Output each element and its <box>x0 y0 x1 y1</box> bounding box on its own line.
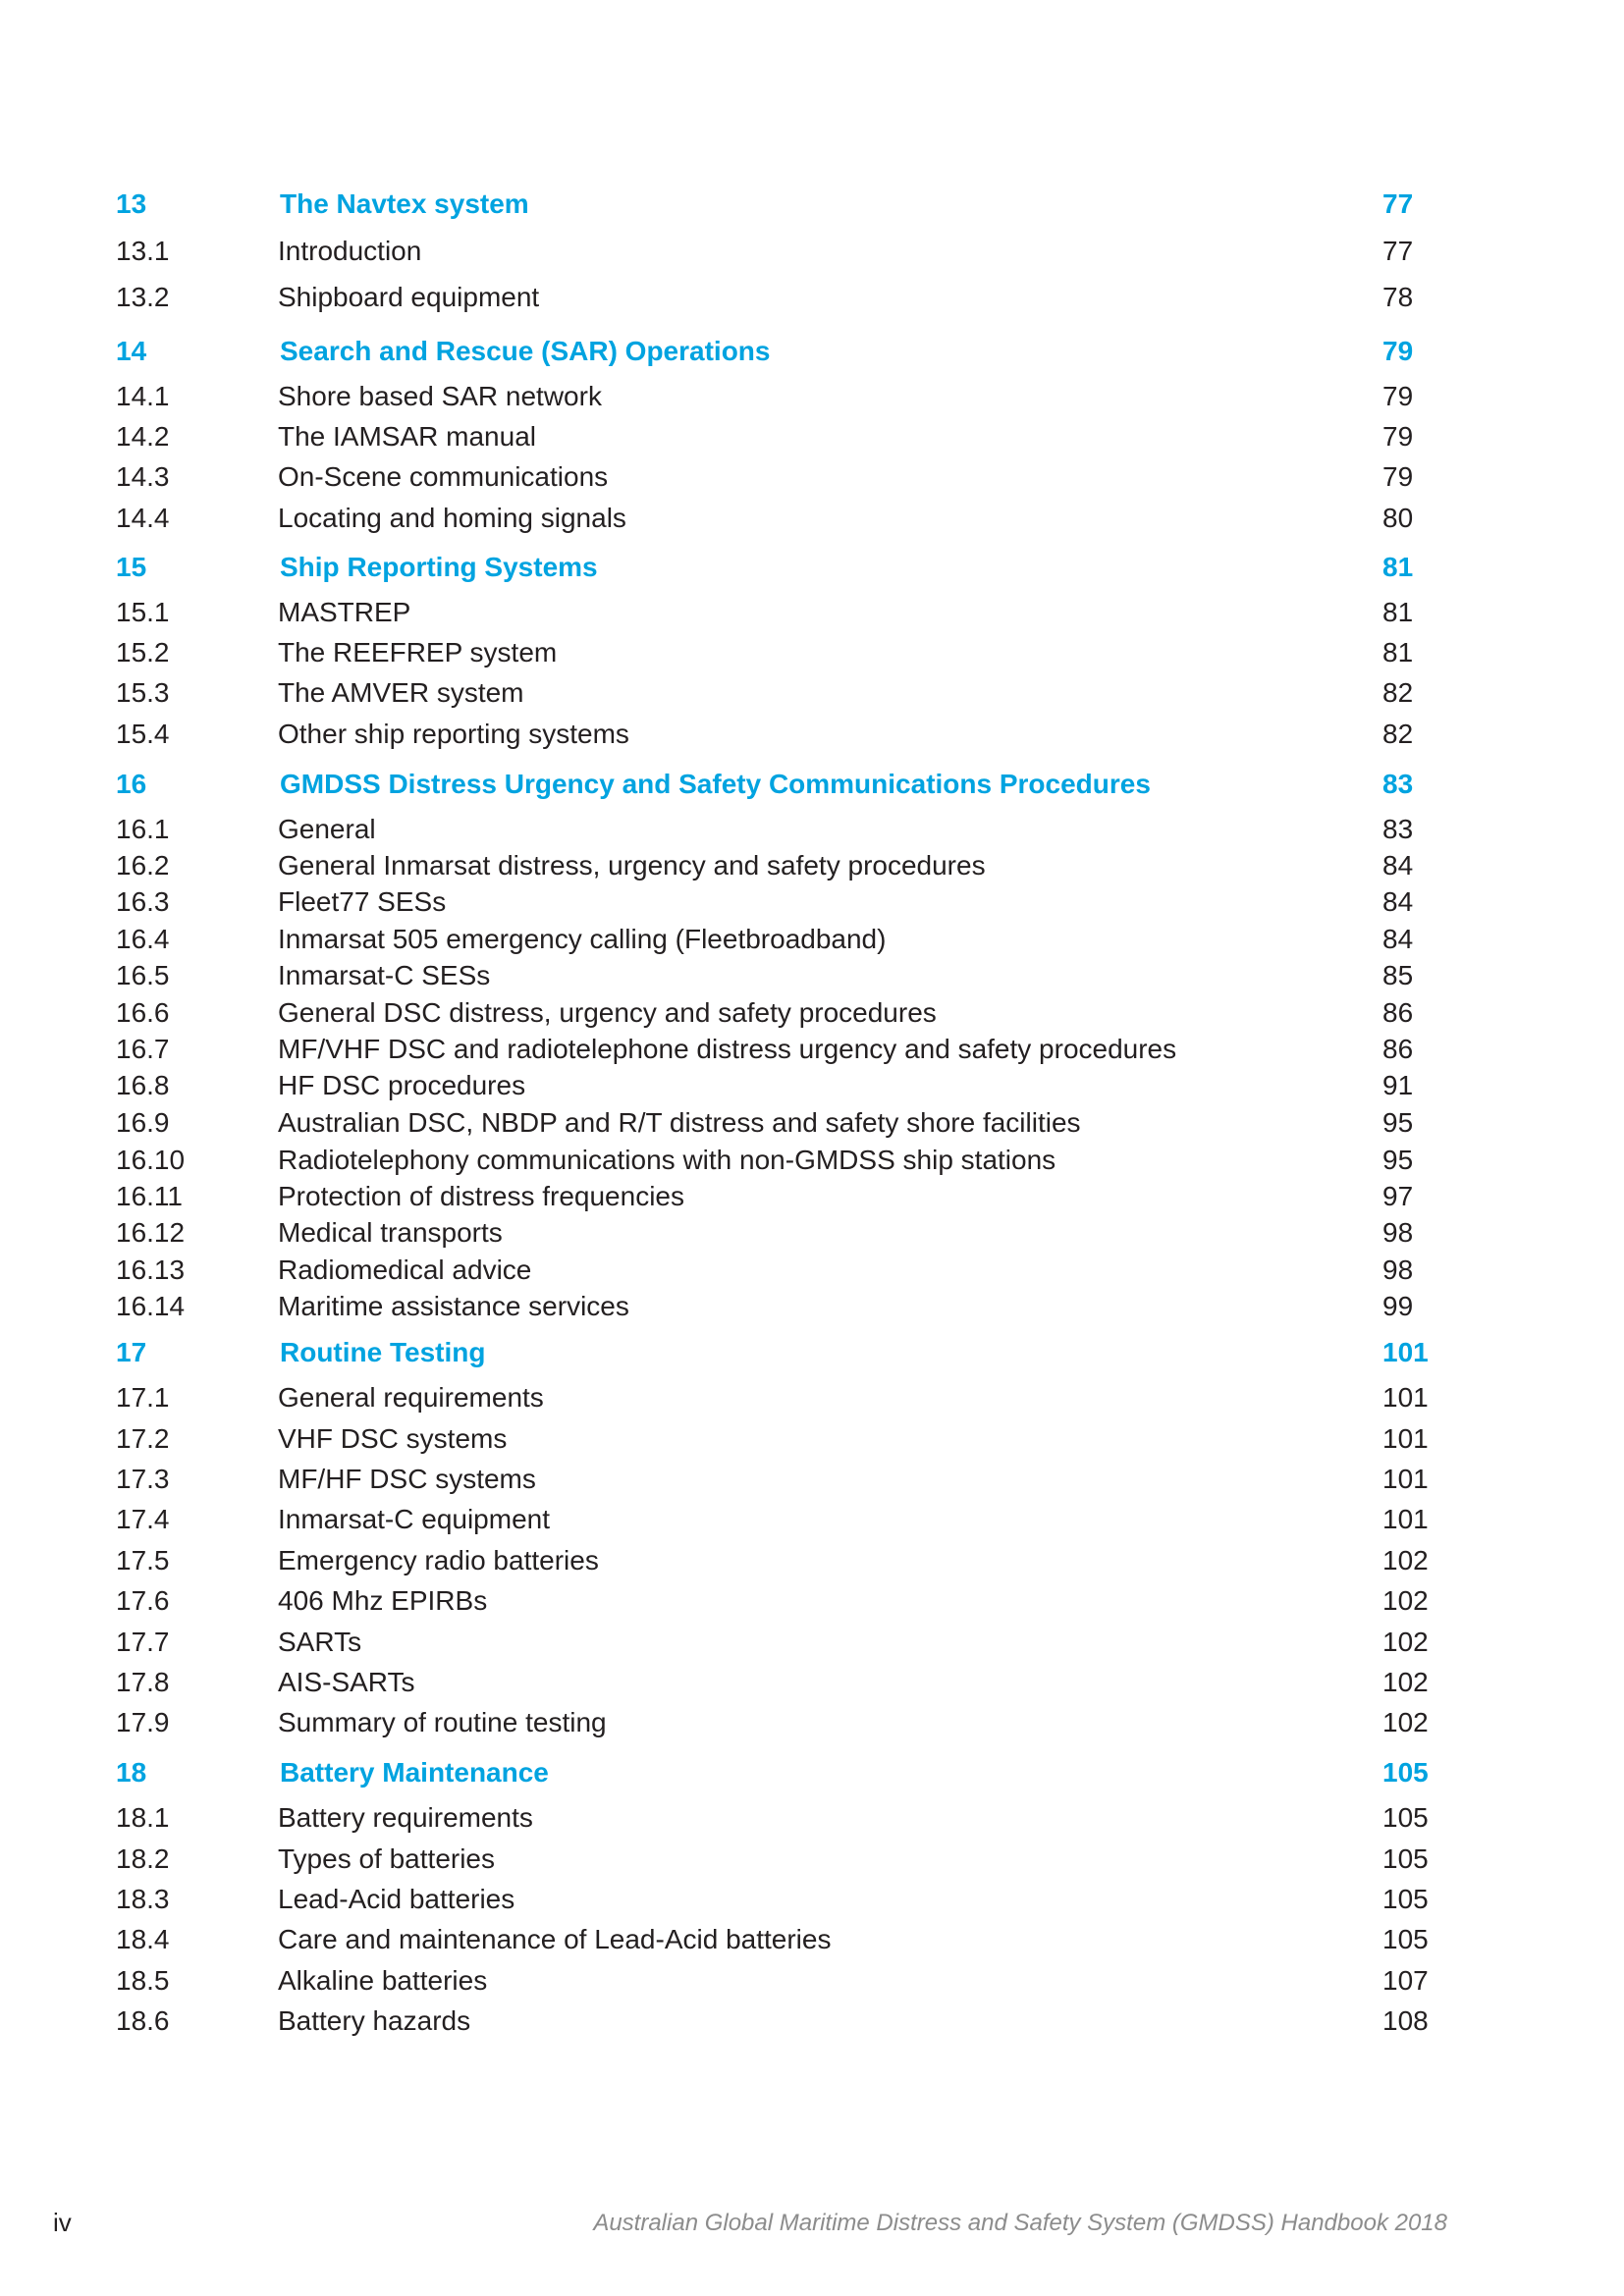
toc-page-number: 102 <box>1382 1585 1429 1616</box>
toc-number: 14 <box>116 336 147 366</box>
toc-entry-title: SARTs <box>278 1627 362 1657</box>
toc-entry-title: Protection of distress frequencies <box>278 1181 684 1211</box>
toc-entry-title: Inmarsat 505 emergency calling (Fleetbroadband) <box>278 924 887 954</box>
toc-entry-title: Medical transports <box>278 1217 503 1248</box>
toc-entry-title: MF/HF DSC systems <box>278 1464 536 1494</box>
toc-entry-title: AIS-SARTs <box>278 1667 415 1697</box>
toc-entry-title: Emergency radio batteries <box>278 1545 599 1575</box>
toc-page-number: 80 <box>1382 503 1414 533</box>
toc-section-row[interactable] <box>0 1333 1624 1372</box>
toc-entry-title: Australian DSC, NBDP and R/T distress and safety shore facilities <box>278 1107 1081 1138</box>
toc-entry-row[interactable] <box>0 1103 1624 1143</box>
toc-entry-title: VHF DSC systems <box>278 1423 508 1454</box>
toc-number: 16.4 <box>116 924 170 954</box>
toc-entry-title: Inmarsat-C equipment <box>278 1504 551 1534</box>
toc-entry-title: Radiomedical advice <box>278 1255 532 1285</box>
toc-page-number: 107 <box>1382 1965 1429 1996</box>
toc-number: 16.9 <box>116 1107 170 1138</box>
toc-page-number: 102 <box>1382 1707 1429 1737</box>
toc-number: 18.1 <box>116 1802 170 1833</box>
toc-number: 18.2 <box>116 1843 170 1874</box>
toc-number: 16.13 <box>116 1255 186 1285</box>
toc-entry-row[interactable] <box>0 1213 1624 1253</box>
toc-entry-row[interactable] <box>0 457 1624 497</box>
toc-entry-row[interactable] <box>0 377 1624 416</box>
toc-page-number: 79 <box>1382 381 1414 411</box>
toc-entry-title: Shipboard equipment <box>278 282 540 312</box>
toc-page-number: 101 <box>1382 1423 1429 1454</box>
toc-page-number: 79 <box>1382 461 1414 492</box>
toc-page-number: 86 <box>1382 997 1414 1028</box>
toc-entry-row[interactable] <box>0 715 1624 754</box>
toc-section-title: Search and Rescue (SAR) Operations <box>280 336 771 366</box>
toc-page-number: 101 <box>1382 1382 1429 1413</box>
toc-entry-row[interactable] <box>0 1623 1624 1662</box>
toc-page-number: 108 <box>1382 2005 1429 2036</box>
toc-number: 17.9 <box>116 1707 170 1737</box>
toc-entry-row[interactable] <box>0 810 1624 849</box>
toc-page-number: 83 <box>1382 769 1414 799</box>
toc-entry-row[interactable] <box>0 1460 1624 1499</box>
toc-section-title: Battery Maintenance <box>280 1757 549 1788</box>
toc-number: 14.4 <box>116 503 170 533</box>
toc-section-title: The Navtex system <box>280 188 529 219</box>
toc-number: 13.2 <box>116 282 170 312</box>
toc-section-title: Ship Reporting Systems <box>280 552 598 582</box>
toc-number: 17.3 <box>116 1464 170 1494</box>
toc-number: 15 <box>116 552 147 582</box>
toc-page-number: 105 <box>1382 1924 1429 1954</box>
toc-section-row[interactable] <box>0 332 1624 371</box>
toc-entry-title: Types of batteries <box>278 1843 496 1874</box>
toc-entry-title: Alkaline batteries <box>278 1965 488 1996</box>
toc-page-number: 97 <box>1382 1181 1414 1211</box>
toc-entry-row[interactable] <box>0 1880 1624 1919</box>
toc-page-number: 81 <box>1382 552 1414 582</box>
toc-entry-title: 406 Mhz EPIRBs <box>278 1585 488 1616</box>
toc-number: 16.6 <box>116 997 170 1028</box>
toc-entry-row[interactable] <box>0 1141 1624 1180</box>
toc-number: 15.3 <box>116 677 170 708</box>
toc-entry-row[interactable] <box>0 673 1624 713</box>
toc-number: 18.3 <box>116 1884 170 1914</box>
toc-section-row[interactable] <box>0 765 1624 804</box>
toc-number: 15.1 <box>116 597 170 627</box>
toc-number: 15.4 <box>116 719 170 749</box>
toc-entry-row[interactable] <box>0 633 1624 672</box>
toc-number: 16.14 <box>116 1291 186 1321</box>
toc-entry-title: Shore based SAR network <box>278 381 602 411</box>
toc-page-number: 81 <box>1382 597 1414 627</box>
toc-number: 16.8 <box>116 1070 170 1100</box>
toc-section-row[interactable] <box>0 548 1624 587</box>
toc-section-title: Routine Testing <box>280 1337 486 1367</box>
toc-page-number: 91 <box>1382 1070 1414 1100</box>
toc-entry-title: MASTREP <box>278 597 411 627</box>
toc-page-number: 82 <box>1382 677 1414 708</box>
toc-entry-row[interactable] <box>0 1541 1624 1580</box>
toc-entry-title: Radiotelephony communications with non-GMDSS ship stations <box>278 1145 1056 1175</box>
toc-section-title: GMDSS Distress Urgency and Safety Communications Procedures <box>280 769 1151 799</box>
toc-entry-title: The IAMSAR manual <box>278 421 536 452</box>
toc-page-number: 77 <box>1382 188 1414 219</box>
toc-entry-row[interactable] <box>0 499 1624 538</box>
toc-page-number: 98 <box>1382 1217 1414 1248</box>
toc-entry-title: Other ship reporting systems <box>278 719 629 749</box>
toc-entry-title: General <box>278 814 376 844</box>
toc-entry-row[interactable] <box>0 2002 1624 2041</box>
toc-entry-row[interactable] <box>0 956 1624 995</box>
toc-page-number: 98 <box>1382 1255 1414 1285</box>
toc-entry-row[interactable] <box>0 882 1624 922</box>
toc-entry-row[interactable] <box>0 1840 1624 1879</box>
toc-number: 18.4 <box>116 1924 170 1954</box>
toc-section-row[interactable] <box>0 185 1624 224</box>
toc-entry-row[interactable] <box>0 593 1624 632</box>
toc-number: 15.2 <box>116 637 170 667</box>
toc-page-number: 78 <box>1382 282 1414 312</box>
toc-page-number: 105 <box>1382 1843 1429 1874</box>
toc-entry-row[interactable] <box>0 1030 1624 1069</box>
toc-entry-title: Summary of routine testing <box>278 1707 607 1737</box>
toc-number: 17 <box>116 1337 147 1367</box>
toc-entry-row[interactable] <box>0 1378 1624 1417</box>
toc-number: 17.4 <box>116 1504 170 1534</box>
toc-page-number: 84 <box>1382 924 1414 954</box>
toc-entry-title: Locating and homing signals <box>278 503 626 533</box>
toc-number: 17.2 <box>116 1423 170 1454</box>
toc-page-number: 79 <box>1382 336 1414 366</box>
toc-entry-row[interactable] <box>0 417 1624 456</box>
toc-entry-row[interactable] <box>0 1500 1624 1539</box>
footer-publication-title: Australian Global Maritime Distress and Safety System (GMDSS) Handbook 2018 <box>593 2210 1447 2236</box>
toc-page-number: 95 <box>1382 1145 1414 1175</box>
toc-entry-row[interactable] <box>0 232 1624 271</box>
toc-entry-row[interactable] <box>0 1177 1624 1216</box>
toc-page-number: 101 <box>1382 1337 1429 1367</box>
toc-number: 16.3 <box>116 886 170 917</box>
toc-entry-title: The REEFREP system <box>278 637 558 667</box>
toc-number: 18.5 <box>116 1965 170 1996</box>
toc-entry-row[interactable] <box>0 1798 1624 1838</box>
toc-entry-title: Introduction <box>278 236 422 266</box>
toc-entry-title: General requirements <box>278 1382 544 1413</box>
toc-entry-title: Inmarsat-C SESs <box>278 960 491 990</box>
toc-entry-row[interactable] <box>0 1251 1624 1290</box>
toc-number: 14.2 <box>116 421 170 452</box>
toc-number: 16.7 <box>116 1034 170 1064</box>
toc-page-number: 105 <box>1382 1802 1429 1833</box>
toc-entry-title: MF/VHF DSC and radiotelephone distress urgency and safety procedures <box>278 1034 1177 1064</box>
toc-page-number: 84 <box>1382 850 1414 881</box>
toc-page-number: 85 <box>1382 960 1414 990</box>
toc-entry-row[interactable] <box>0 846 1624 885</box>
toc-page-number: 105 <box>1382 1884 1429 1914</box>
toc-page-number: 95 <box>1382 1107 1414 1138</box>
toc-entry-title: Battery requirements <box>278 1802 533 1833</box>
toc-number: 16.1 <box>116 814 170 844</box>
toc-page-number: 101 <box>1382 1504 1429 1534</box>
toc-entry-title: On-Scene communications <box>278 461 609 492</box>
toc-page-number: 102 <box>1382 1627 1429 1657</box>
toc-entry-row[interactable] <box>0 1287 1624 1326</box>
toc-number: 16.5 <box>116 960 170 990</box>
toc-entry-title: Maritime assistance services <box>278 1291 629 1321</box>
toc-entry-row[interactable] <box>0 1419 1624 1459</box>
toc-page-number: 101 <box>1382 1464 1429 1494</box>
toc-number: 17.1 <box>116 1382 170 1413</box>
toc-entry-title: The AMVER system <box>278 677 524 708</box>
toc-number: 17.5 <box>116 1545 170 1575</box>
toc-page-number: 82 <box>1382 719 1414 749</box>
toc-entry-title: Battery hazards <box>278 2005 471 2036</box>
toc-section-row[interactable] <box>0 1753 1624 1792</box>
toc-number: 16.11 <box>116 1181 183 1211</box>
toc-page-number: 81 <box>1382 637 1414 667</box>
toc-page-number: 102 <box>1382 1545 1429 1575</box>
toc-number: 13.1 <box>116 236 170 266</box>
footer-page-number: iv <box>53 2208 72 2237</box>
toc-page-number: 99 <box>1382 1291 1414 1321</box>
toc-page-number: 84 <box>1382 886 1414 917</box>
toc-entry-row[interactable] <box>0 1920 1624 1959</box>
toc-page-number: 86 <box>1382 1034 1414 1064</box>
toc-entry-title: General Inmarsat distress, urgency and safety procedures <box>278 850 986 881</box>
toc-entry-title: Fleet77 SESs <box>278 886 447 917</box>
toc-number: 18.6 <box>116 2005 170 2036</box>
toc-entry-row[interactable] <box>0 1581 1624 1621</box>
toc-entry-row[interactable] <box>0 1961 1624 2001</box>
toc-number: 14.3 <box>116 461 170 492</box>
toc-entry-row[interactable] <box>0 920 1624 959</box>
toc-entry-row[interactable] <box>0 278 1624 317</box>
toc-number: 14.1 <box>116 381 170 411</box>
toc-entry-title: General DSC distress, urgency and safety procedures <box>278 997 937 1028</box>
toc-number: 16.12 <box>116 1217 186 1248</box>
toc-page-number: 77 <box>1382 236 1414 266</box>
toc-number: 13 <box>116 188 147 219</box>
toc-entry-title: HF DSC procedures <box>278 1070 526 1100</box>
toc-entry-row[interactable] <box>0 993 1624 1033</box>
toc-page-number: 102 <box>1382 1667 1429 1697</box>
toc-page-number: 105 <box>1382 1757 1429 1788</box>
toc-number: 16.2 <box>116 850 170 881</box>
toc-number: 18 <box>116 1757 147 1788</box>
toc-entry-title: Care and maintenance of Lead-Acid batteries <box>278 1924 832 1954</box>
toc-number: 16.10 <box>116 1145 186 1175</box>
toc-number: 16 <box>116 769 147 799</box>
toc-page-number: 83 <box>1382 814 1414 844</box>
toc-number: 17.8 <box>116 1667 170 1697</box>
toc-number: 17.6 <box>116 1585 170 1616</box>
toc-entry-row[interactable] <box>0 1066 1624 1105</box>
toc-entry-title: Lead-Acid batteries <box>278 1884 515 1914</box>
toc-entry-row[interactable] <box>0 1703 1624 1742</box>
toc-page-number: 79 <box>1382 421 1414 452</box>
toc-number: 17.7 <box>116 1627 170 1657</box>
toc-entry-row[interactable] <box>0 1663 1624 1702</box>
